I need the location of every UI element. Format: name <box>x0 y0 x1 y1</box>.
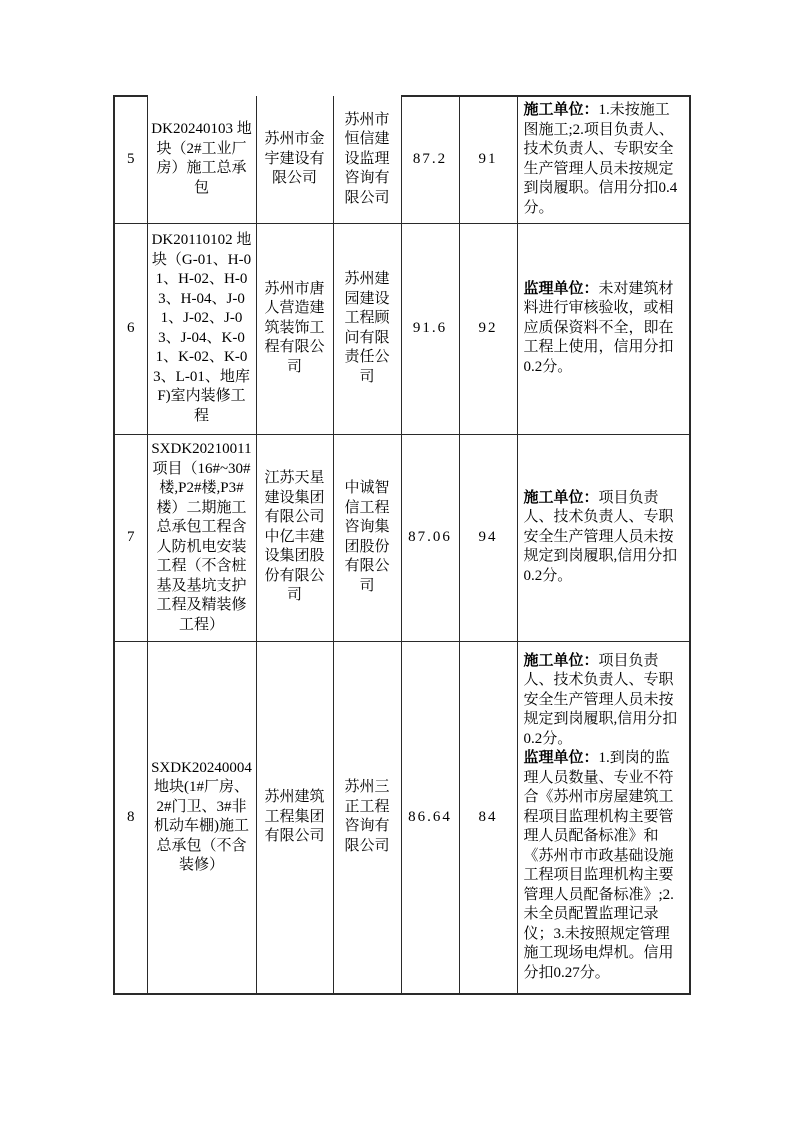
cell-remarks <box>517 434 690 641</box>
cell-remarks <box>517 96 690 223</box>
remark-paragraph <box>524 489 684 587</box>
credit-score-table <box>113 95 691 995</box>
table-body <box>114 96 690 994</box>
cell-contractor: 苏州市金宇建设有限公司 <box>256 96 333 223</box>
table-row <box>114 96 690 223</box>
cell-construction-score: 86.64 <box>401 641 459 994</box>
cell-supervisor: 苏州建园建设工程顾问有限责任公司 <box>333 223 401 434</box>
cell-construction-score: 87.06 <box>401 434 459 641</box>
cell-project: DK20240103 地块（2#工业厂房）施工总承包 <box>147 96 256 223</box>
remark-paragraph <box>524 280 684 378</box>
remark-unit-label: 施工单位： <box>523 652 599 669</box>
cell-construction-score: 87.2 <box>401 96 459 223</box>
remark-text: 未对建筑材料进行审核验收，或相应质保资料不全，即在工程上使用，信用分扣0.2分。 <box>523 280 674 375</box>
table-row <box>114 223 690 434</box>
cell-supervisor: 苏州三正工程咨询有限公司 <box>333 641 401 994</box>
cell-contractor: 苏州建筑工程集团有限公司 <box>256 641 333 994</box>
cell-remarks <box>517 641 690 994</box>
cell-supervision-score: 94 <box>459 434 517 641</box>
cell-seq: 5 <box>114 96 147 223</box>
cell-contractor: 江苏天星建设集团有限公司中亿丰建设集团股份有限公司 <box>256 434 333 641</box>
remark-unit-label: 施工单位： <box>523 102 599 119</box>
cell-supervision-score: 91 <box>459 96 517 223</box>
remark-text: 项目负责人、技术负责人、专职安全生产管理人员未按规定到岗履职,信用分扣0.2分。 <box>523 652 678 747</box>
cell-supervisor: 中诚智信工程咨询集团股份有限公司 <box>333 434 401 641</box>
cell-seq: 7 <box>114 434 147 641</box>
remark-paragraph <box>524 652 684 750</box>
cell-project: DK20110102 地块（G-01、H-01、H-02、H-03、H-04、J-01、J-02、J-03、J-04、K-01、K-02、K-03、L-01、地库 F)室内装修工程 <box>147 223 256 434</box>
cell-seq: 8 <box>114 641 147 994</box>
table-row <box>114 641 690 994</box>
cell-remarks <box>517 223 690 434</box>
cell-supervision-score: 84 <box>459 641 517 994</box>
remark-text: 项目负责人、技术负责人、专职安全生产管理人员未按规定到岗履职,信用分扣0.2分。 <box>523 489 678 584</box>
cell-seq: 6 <box>114 223 147 434</box>
remark-paragraph <box>524 749 684 983</box>
table-row <box>114 434 690 641</box>
remark-unit-label: 监理单位： <box>523 750 599 766</box>
cell-supervisor: 苏州市恒信建设监理咨询有限公司 <box>333 96 401 223</box>
remark-paragraph <box>524 101 684 218</box>
remark-unit-label: 监理单位： <box>523 280 599 297</box>
cell-project: SXDK20240004 地块(1#厂房、2#门卫、3#非机动车棚)施工总承包（不含装修） <box>147 641 256 994</box>
cell-contractor: 苏州市唐人营造建筑装饰工程有限公司 <box>256 223 333 434</box>
cell-construction-score: 91.6 <box>401 223 459 434</box>
remark-unit-label: 施工单位： <box>523 489 599 506</box>
cell-supervision-score: 92 <box>459 223 517 434</box>
remark-text: 1.未按施工图施工;2.项目负责人、技术负责人、专职安全生产管理人员未按规定到岗履职。信用分扣0.4分。 <box>523 102 678 216</box>
remark-text: 1.到岗的监理人员数量、专业不符合《苏州市房屋建筑工程项目监理机构主要管理人员配备标准》和《苏州市市政基础设施工程项目监理机构主要管理人员配备标准》;2.未全员配置监理记录仪；3.未按照规定管理施工现场电焊机。信用分扣0.27分。 <box>523 750 674 981</box>
cell-project: SXDK20210011 项目（16#~30#楼,P2#楼,P3#楼）二期施工总承包工程含人防机电安装工程（不含桩基及基坑支护工程及精装修工程） <box>147 434 256 641</box>
